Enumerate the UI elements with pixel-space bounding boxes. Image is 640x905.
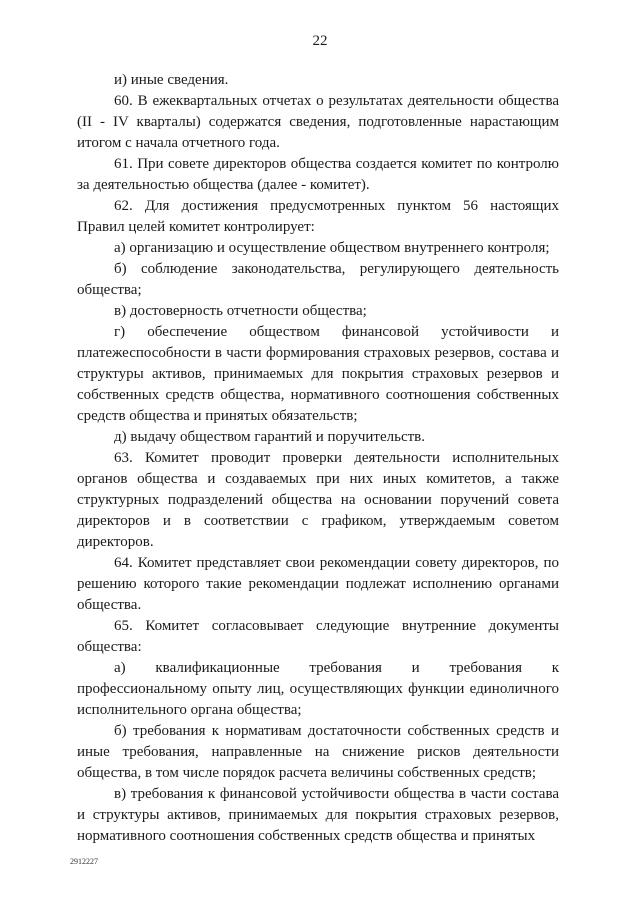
paragraph-61: 61. При совете директоров общества создается комитет по контролю за деятельностью общества (далее - комитет). bbox=[77, 156, 559, 193]
paragraph-item-i: и) иные сведения. bbox=[114, 72, 229, 88]
paragraph-62-v: в) достоверность отчетности общества; bbox=[114, 303, 367, 319]
document-body bbox=[77, 70, 559, 847]
paragraph-65-b: б) требования к нормативам достаточности собственных средств и иные требования, направленные на снижение рисков деятельности общества, в том числе порядок расчета величины собственных средств; bbox=[77, 723, 559, 781]
document-code: 2912227 bbox=[70, 857, 98, 866]
paragraph-62-a: а) организацию и осуществление обществом внутреннего контроля; bbox=[114, 240, 550, 256]
paragraph-65: 65. Комитет согласовывает следующие внутренние документы общества: bbox=[77, 618, 559, 655]
paragraph-60: 60. В ежеквартальных отчетах о результатах деятельности общества (II - IV кварталы) содержатся сведения, подготовленные нарастающим итогом с начала отчетного года. bbox=[77, 93, 559, 151]
paragraph-63: 63. Комитет проводит проверки деятельности исполнительных органов общества и создаваемых при них иных комитетов, а также структурных подразделений общества на основании поручений совета директоров и в соответствии с графиком, утверждаемым советом директоров. bbox=[77, 450, 559, 550]
page-number: 22 bbox=[312, 33, 328, 49]
paragraph-65-v: в) требования к финансовой устойчивости общества в части состава и структуры активов, принимаемых для покрытия страховых резервов, нормативного соотношения собственных средств общества и принятых bbox=[77, 786, 559, 844]
paragraph-62: 62. Для достижения предусмотренных пунктом 56 настоящих Правил целей комитет контролирует: bbox=[77, 198, 559, 235]
paragraph-62-b: б) соблюдение законодательства, регулирующего деятельность общества; bbox=[77, 261, 559, 298]
paragraph-62-g: г) обеспечение обществом финансовой устойчивости и платежеспособности в части формирования страховых резервов, состава и структуры активов, принимаемых для покрытия страховых резервов и собственных средств общества, нормативного соотношения собственных средств общества и принятых обязательств; bbox=[77, 324, 559, 424]
paragraph-64: 64. Комитет представляет свои рекомендации совету директоров, по решению которого такие рекомендации подлежат исполнению органами общества. bbox=[77, 555, 559, 613]
paragraph-65-a: а) квалификационные требования и требования к профессиональному опыту лиц, осуществляющих функции единоличного исполнительного органа общества; bbox=[77, 660, 559, 718]
paragraph-62-d: д) выдачу обществом гарантий и поручительств. bbox=[114, 429, 426, 445]
